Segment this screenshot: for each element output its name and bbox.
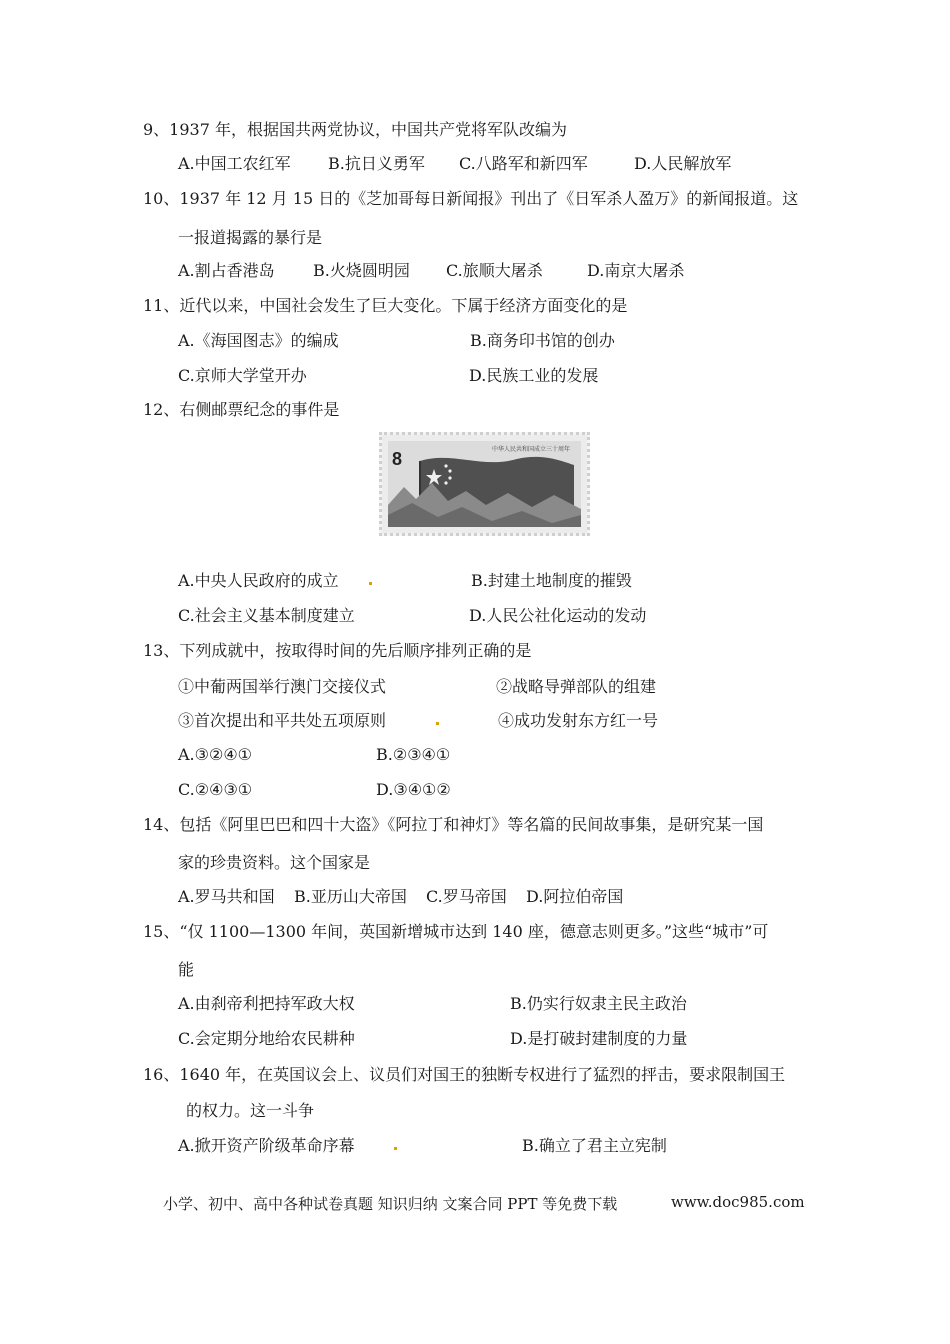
q10-stem-line1: 10、1937 年 12 月 15 日的《芝加哥每日新闻报》刊出了《日军杀人盈万》的新闻报道。这 (143, 189, 799, 208)
q11-option-c: C.京师大学堂开办 (178, 366, 307, 385)
q11-option-a: A.《海国图志》的编成 (178, 331, 339, 350)
q13-option-c: C.②④③① (178, 780, 253, 799)
scan-speck (369, 582, 372, 585)
q15-stem-line1: 15、“仅 1100—1300 年间，英国新增城市达到 140 座，德意志则更多。”这些“城市”可 (143, 922, 769, 941)
q10-stem-line2: 一报道揭露的暴行是 (178, 228, 323, 247)
q11-stem: 11、近代以来，中国社会发生了巨大变化。下属于经济方面变化的是 (143, 296, 628, 315)
q9-option-a: A.中国工农红军 (178, 154, 291, 173)
q10-option-a: A.割占香港岛 (178, 261, 275, 280)
q16-option-a: A.掀开资产阶级革命序幕 (178, 1136, 355, 1155)
q13-stem: 13、下列成就中，按取得时间的先后顺序排列正确的是 (143, 641, 532, 660)
q16-stem-line2: 的权力。这一斗争 (186, 1101, 315, 1120)
q14-option-b: B.亚历山大帝国 (294, 887, 407, 906)
q11-option-b: B.商务印书馆的创办 (470, 331, 615, 350)
q13-item-3: ③首次提出和平共处五项原则 (178, 711, 387, 730)
q11-option-d: D.民族工业的发展 (469, 366, 599, 385)
q9-option-b: B.抗日义勇军 (328, 154, 425, 173)
stamp-illustration (382, 435, 587, 533)
q15-option-c: C.会定期分地给农民耕种 (178, 1029, 355, 1048)
q14-option-a: A.罗马共和国 (178, 887, 275, 906)
q14-stem-line1: 14、包括《阿里巴巴和四十大盗》《阿拉丁和神灯》等名篇的民间故事集，是研究某一国 (143, 815, 764, 834)
q9-option-c: C.八路军和新四军 (459, 154, 588, 173)
q10-option-c: C.旅顺大屠杀 (446, 261, 543, 280)
q9-option-d: D.人民解放军 (634, 154, 732, 173)
q12-stem: 12、右侧邮票纪念的事件是 (143, 400, 340, 419)
q12-option-d: D.人民公社化运动的发动 (469, 606, 647, 625)
q14-option-c: C.罗马帝国 (426, 887, 507, 906)
q14-stem-line2: 家的珍贵资料。这个国家是 (178, 853, 371, 872)
footer-text: 小学、初中、高中各种试卷真题 知识归纳 文案合同 PPT 等免费下载 (163, 1195, 618, 1213)
q15-option-b: B.仍实行奴隶主民主政治 (510, 994, 687, 1013)
q14-option-d: D.阿拉伯帝国 (526, 887, 624, 906)
q13-option-a: A.③②④① (178, 745, 253, 764)
q15-stem-line2: 能 (178, 960, 195, 979)
q13-option-b: B.②③④① (376, 745, 451, 764)
q13-option-d: D.③④①② (376, 780, 451, 799)
q10-option-b: B.火烧圆明园 (313, 261, 410, 280)
q16-option-b: B.确立了君主立宪制 (522, 1136, 667, 1155)
q13-item-2: ②战略导弹部队的组建 (496, 677, 657, 696)
q12-option-a: A.中央人民政府的成立 (178, 571, 339, 590)
q15-option-a: A.由刹帝利把持军政大权 (178, 994, 355, 1013)
scan-speck (394, 1147, 397, 1150)
stamp-value: 8 (392, 449, 403, 469)
scan-speck (436, 722, 439, 725)
stamp-caption: 中华人民共和国成立三十周年 (492, 446, 571, 453)
q16-stem-line1: 16、1640 年，在英国议会上、议员们对国王的独断专权进行了猛烈的抨击，要求限制国王 (143, 1065, 786, 1084)
q13-item-4: ④成功发射东方红一号 (498, 711, 659, 730)
q15-option-d: D.是打破封建制度的力量 (510, 1029, 688, 1048)
q10-option-d: D.南京大屠杀 (587, 261, 685, 280)
q9-stem: 9、1937 年，根据国共两党协议，中国共产党将军队改编为 (143, 120, 567, 139)
commemorative-stamp-image (379, 432, 590, 536)
q12-option-b: B.封建土地制度的摧毁 (471, 571, 632, 590)
q12-option-c: C.社会主义基本制度建立 (178, 606, 355, 625)
q13-item-1: ①中葡两国举行澳门交接仪式 (178, 677, 387, 696)
footer-url: www.doc985.com (671, 1193, 805, 1211)
